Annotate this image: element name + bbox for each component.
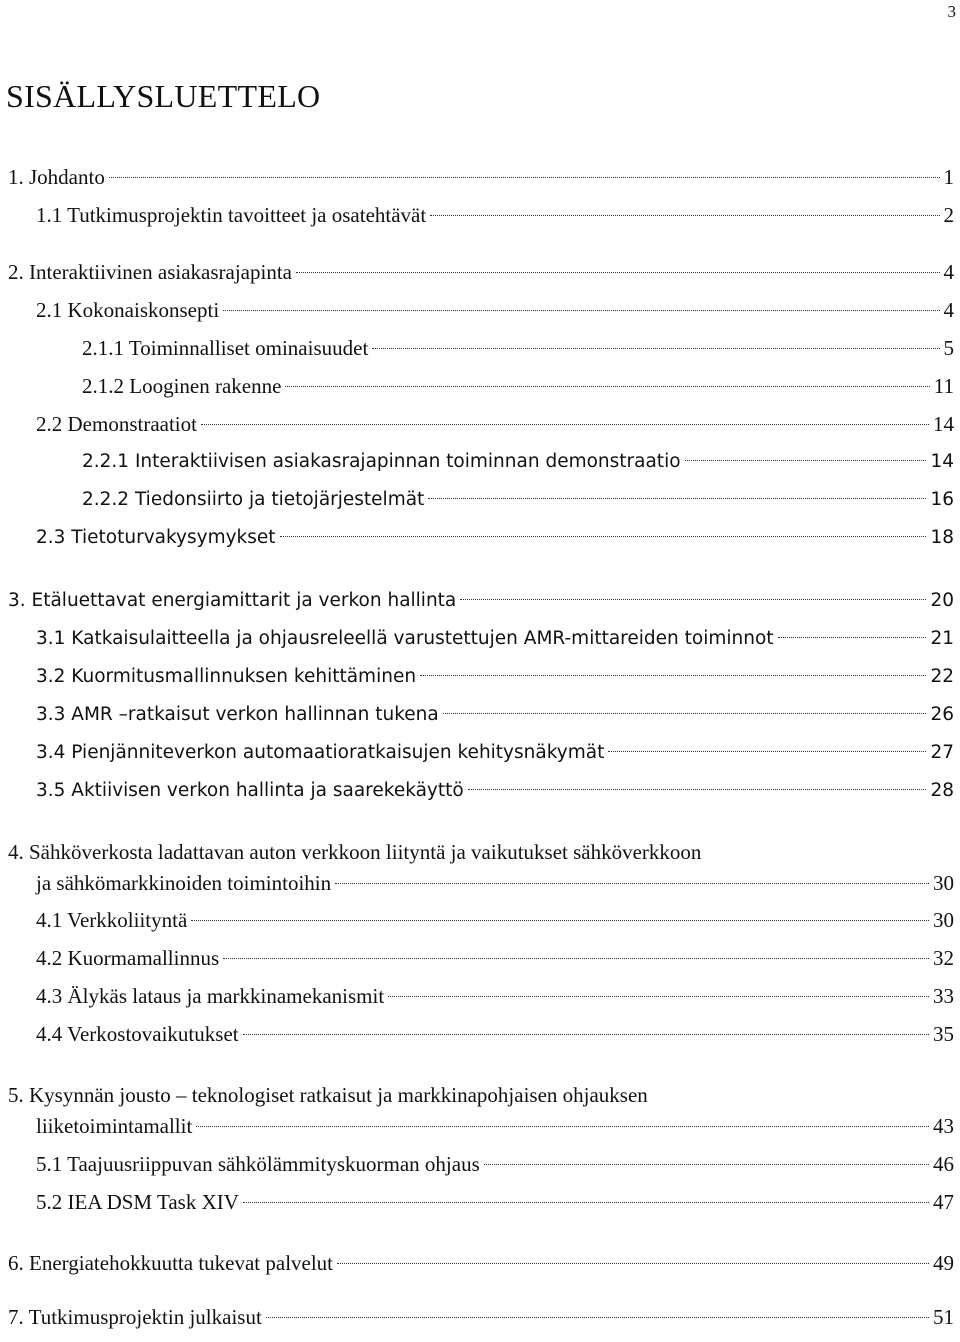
toc-entry-page: 26 xyxy=(930,704,954,725)
toc-entry-2-3[interactable] xyxy=(0,519,954,557)
toc-dot-leader xyxy=(608,751,926,752)
toc-dot-leader xyxy=(420,675,926,676)
toc-entry-label: 7. Tutkimusprojektin julkaisut xyxy=(8,1305,262,1329)
toc-entry-page: 20 xyxy=(930,590,954,611)
toc-dot-leader xyxy=(685,460,927,461)
toc-entry-page: 14 xyxy=(933,412,954,436)
toc-entry-5[interactable] xyxy=(0,1107,954,1145)
toc-entry-2-1-2[interactable] xyxy=(0,367,954,405)
toc-entry-page: 16 xyxy=(930,489,954,510)
toc-entry-4-1[interactable] xyxy=(0,901,954,939)
toc-entry-3[interactable] xyxy=(0,582,954,620)
toc-entry-label-continued: liiketoimintamallit xyxy=(36,1114,193,1138)
toc-entry-label: 4.2 Kuormamallinnus xyxy=(36,946,220,970)
toc-entry-3-3[interactable] xyxy=(0,696,954,734)
toc-entry-page: 4 xyxy=(943,298,954,322)
toc-entry-page: 28 xyxy=(930,780,954,801)
toc-entry-page: 35 xyxy=(933,1022,954,1046)
toc-dot-leader xyxy=(428,498,926,499)
toc-dot-leader xyxy=(372,348,939,349)
toc-dot-leader xyxy=(296,272,940,273)
toc-dot-leader xyxy=(778,637,927,638)
toc-entry-page: 1 xyxy=(943,165,954,189)
toc-entry-4-2[interactable] xyxy=(0,939,954,977)
toc-dot-leader xyxy=(243,1202,929,1203)
toc-entry-page: 22 xyxy=(930,666,954,687)
toc-entry-label: 2.1.2 Looginen rakenne xyxy=(82,374,282,398)
toc-entry-1-1[interactable] xyxy=(0,196,954,234)
toc-entry-page: 4 xyxy=(943,260,954,284)
toc-entry-page: 51 xyxy=(933,1305,954,1329)
toc-entry-2-2[interactable] xyxy=(0,405,954,443)
toc-dot-leader xyxy=(109,177,940,178)
toc-entry-label: 2.2 Demonstraatiot xyxy=(36,412,197,436)
toc-entry-page: 5 xyxy=(943,336,954,360)
toc-entry-2-1[interactable] xyxy=(0,291,954,329)
toc-entry-page: 33 xyxy=(933,984,954,1008)
toc-dot-leader xyxy=(430,215,939,216)
toc-dot-leader xyxy=(243,1034,929,1035)
toc-entry-label: 4.4 Verkostovaikutukset xyxy=(36,1022,239,1046)
toc-entry-2-1-1[interactable] xyxy=(0,329,954,367)
toc-dot-leader xyxy=(285,386,929,387)
toc-entry-label: 1. Johdanto xyxy=(8,165,105,189)
toc-entry-page: 11 xyxy=(933,374,954,398)
toc-entry-label: 3.4 Pienjänniteverkon automaatioratkaisujen kehitysnäkymät xyxy=(36,742,605,763)
toc-dot-leader xyxy=(337,1263,929,1264)
toc-entry-page: 32 xyxy=(933,946,954,970)
toc-entry-3-5[interactable] xyxy=(0,772,954,810)
toc-entry-page: 27 xyxy=(930,742,954,763)
page-number: 3 xyxy=(947,2,956,21)
toc-dot-leader xyxy=(335,883,929,884)
toc-entry-2-2-2[interactable] xyxy=(0,481,954,519)
toc-dot-leader xyxy=(484,1164,929,1165)
toc-entry-5-1[interactable] xyxy=(0,1145,954,1183)
toc-entry-label: 2. Interaktiivinen asiakasrajapinta xyxy=(8,260,292,284)
toc-entry-label: 6. Energiatehokkuutta tukevat palvelut xyxy=(8,1251,334,1275)
toc-entry-4-4[interactable] xyxy=(0,1015,954,1053)
toc-dot-leader xyxy=(468,789,927,790)
toc-entry-5-2[interactable] xyxy=(0,1183,954,1221)
toc-entry-label: 5. Kysynnän jousto – teknologiset ratkaisut ja markkinapohjaisen ohjauksen xyxy=(8,1083,648,1107)
toc-entry-3-1[interactable] xyxy=(0,620,954,658)
toc-dot-leader xyxy=(201,424,929,425)
toc-dot-leader xyxy=(266,1317,929,1318)
toc-entry-label: 3.5 Aktiivisen verkon hallinta ja saarekekäyttö xyxy=(36,780,464,801)
toc-dot-leader xyxy=(460,599,926,600)
toc-dot-leader xyxy=(191,920,929,921)
toc-entry-page: 14 xyxy=(930,451,954,472)
toc-entry-page: 30 xyxy=(933,871,954,895)
toc-entry-label-continued: ja sähkömarkkinoiden toimintoihin xyxy=(36,871,332,895)
toc-entry-label: 3.2 Kuormitusmallinnuksen kehittäminen xyxy=(36,666,417,687)
toc-entry-page: 49 xyxy=(933,1251,954,1275)
toc-entry-3-4[interactable] xyxy=(0,734,954,772)
toc-entry-label: 5.2 IEA DSM Task XIV xyxy=(36,1190,239,1214)
toc-dot-leader xyxy=(443,713,927,714)
toc-entry-label: 1.1 Tutkimusprojektin tavoitteet ja osatehtävät xyxy=(36,203,427,227)
toc-entry-page: 21 xyxy=(930,628,954,649)
toc-dot-leader xyxy=(388,996,929,997)
toc-entry-label: 2.3 Tietoturvakysymykset xyxy=(36,527,276,548)
toc-entry-label: 3.1 Katkaisulaitteella ja ohjausreleellä varustettujen AMR-mittareiden toiminnot xyxy=(36,628,774,649)
toc-entry-page: 30 xyxy=(933,908,954,932)
toc-entry-label: 2.1.1 Toiminnalliset ominaisuudet xyxy=(82,336,369,360)
toc-entry-label: 2.1 Kokonaiskonsepti xyxy=(36,298,220,322)
toc-entry-label: 3. Etäluettavat energiamittarit ja verkon hallinta xyxy=(8,590,457,611)
toc-entry-label: 3.3 AMR –ratkaisut verkon hallinnan tukena xyxy=(36,704,439,725)
toc-dot-leader xyxy=(223,310,939,311)
toc-entry-6[interactable] xyxy=(0,1244,954,1282)
toc-entry-4[interactable] xyxy=(0,864,954,902)
toc-entry-page: 46 xyxy=(933,1152,954,1176)
toc-entry-page: 2 xyxy=(943,203,954,227)
toc-entry-label: 2.2.2 Tiedonsiirto ja tietojärjestelmät xyxy=(82,489,425,510)
toc-entry-3-2[interactable] xyxy=(0,658,954,696)
toc-entry-4-3[interactable] xyxy=(0,977,954,1015)
toc-entry-page: 18 xyxy=(930,527,954,548)
toc-entry-page: 43 xyxy=(933,1114,954,1138)
toc-entry-label: 5.1 Taajuusriippuvan sähkölämmityskuorman ohjaus xyxy=(36,1152,480,1176)
page-title: SISÄLLYSLUETTELO xyxy=(6,78,321,114)
toc-dot-leader xyxy=(280,536,927,537)
toc-dot-leader xyxy=(223,958,929,959)
toc-entry-label: 4. Sähköverkosta ladattavan auton verkkoon liityntä ja vaikutukset sähköverkkoon xyxy=(8,840,702,864)
toc-entry-page: 47 xyxy=(933,1190,954,1214)
toc-entry-label: 4.1 Verkkoliityntä xyxy=(36,908,188,932)
toc-entry-2-2-1[interactable] xyxy=(0,443,954,481)
toc-entry-2[interactable] xyxy=(0,253,954,291)
toc-entry-1[interactable] xyxy=(0,158,954,196)
toc-entry-label: 2.2.1 Interaktiivisen asiakasrajapinnan toiminnan demonstraatio xyxy=(82,451,681,472)
toc-dot-leader xyxy=(196,1126,929,1127)
toc-entry-7[interactable] xyxy=(0,1298,954,1336)
toc-entry-label: 4.3 Älykäs lataus ja markkinamekanismit xyxy=(36,984,385,1008)
